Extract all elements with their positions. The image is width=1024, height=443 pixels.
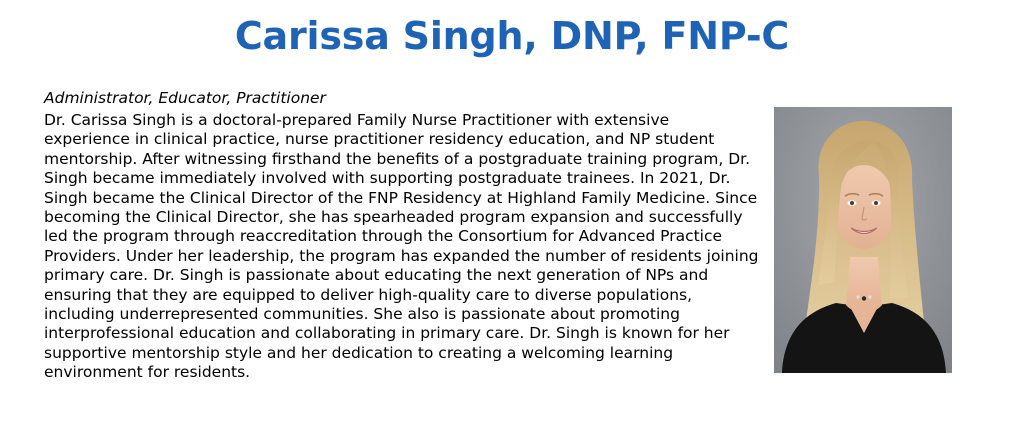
page-title: Carissa Singh, DNP, FNP-C [234,14,790,58]
portrait-photo [774,107,952,373]
portrait-illustration [774,107,952,373]
roles-subtitle: Administrator, Educator, Practitioner [44,89,326,107]
bio-paragraph: Dr. Carissa Singh is a doctoral-prepared Family Nurse Practitioner with extensive experience in clinical practice, nurse practitioner residency education, and NP student mentorship. After witnessing firsthand the benefits of a postgraduate training program, Dr. Singh became immediately involved with supporting postgraduate trainees. In 2021, Dr. Singh became the Clinical Director of the FNP Residency at Highland Family Medicine. Since becoming the Clinical Director, she has spearheaded program expansion and successfully led the program through reaccreditation through the Consortium for Advanced Practice Providers. Under her leadership, the program has expanded the number of residents joining primary care. Dr. Singh is passionate about educating the next generation of NPs and ensuring that they are equipped to deliver high-quality care to diverse populations, including underrepresented communities. She also is passionate about promoting interprofessional education and collaborating in primary care. Dr. Singh is known for her supportive mentorship style and her dedication to creating a welcoming learning environment for residents. [44,111,759,382]
